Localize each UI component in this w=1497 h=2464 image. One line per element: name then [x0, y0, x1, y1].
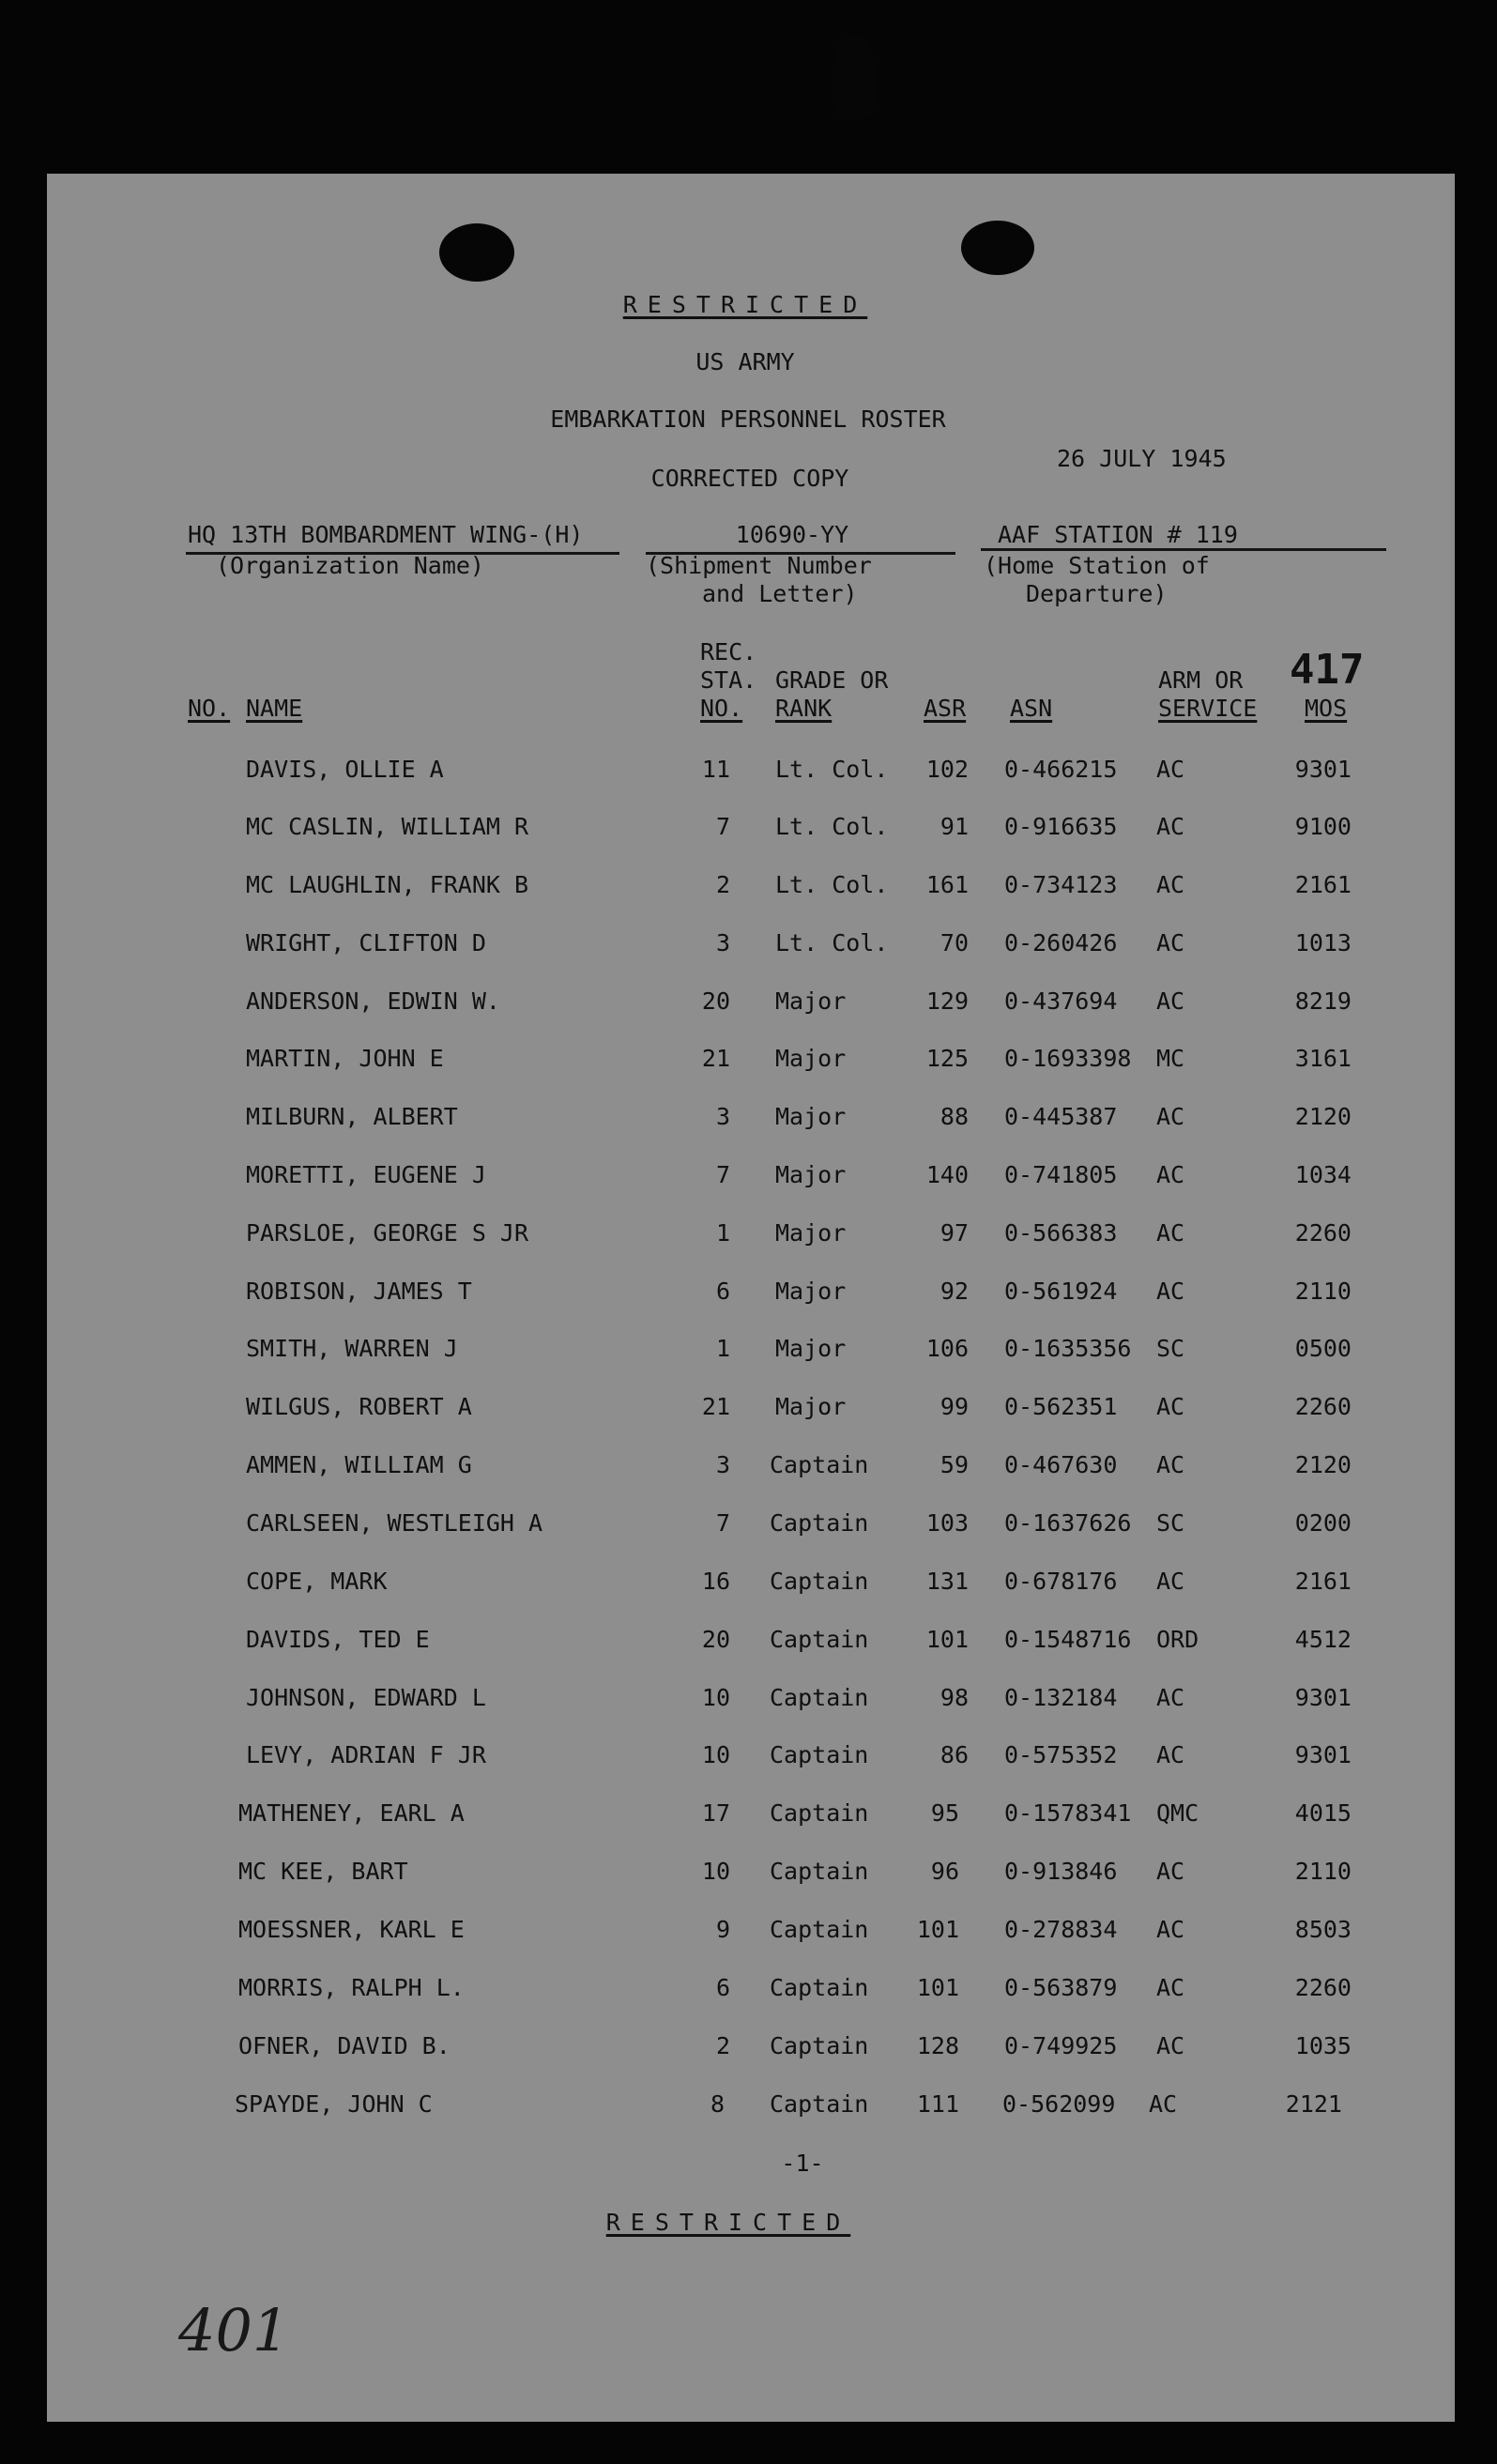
cell-grade: Captain — [770, 2090, 869, 2118]
table-row — [0, 1509, 1497, 1538]
table-row — [0, 1974, 1497, 2002]
table-row — [0, 2090, 1497, 2119]
cell-asn: 0-132184 — [1004, 1684, 1118, 1711]
col-mos: MOS — [1305, 695, 1348, 722]
table-row — [0, 1799, 1497, 1828]
cell-grade: Captain — [770, 1568, 869, 1595]
cell-mos: 2121 — [1285, 2090, 1342, 2118]
cell-mos: 9301 — [1294, 1741, 1352, 1768]
cell-asr: 101 — [916, 1974, 959, 2001]
cell-asr: 161 — [925, 871, 969, 898]
col-asr: ASR — [924, 695, 967, 722]
cell-sta: 2 — [715, 2032, 730, 2059]
cell-name: PARSLOE, GEORGE S JR — [246, 1219, 529, 1247]
table-row — [0, 1045, 1497, 1073]
cell-asr: 86 — [939, 1741, 969, 1768]
cell-asr: 106 — [925, 1335, 969, 1362]
cell-grade: Captain — [770, 1974, 869, 2001]
cell-arm: AC — [1156, 756, 1185, 783]
table-row — [0, 987, 1497, 1016]
cell-grade: Captain — [770, 1916, 869, 1943]
shipment-number: 10690-YY — [735, 521, 849, 548]
table-row — [0, 1103, 1497, 1131]
cell-grade: Major — [775, 1278, 847, 1305]
cell-arm: AC — [1156, 1219, 1185, 1247]
cell-grade: Major — [775, 1161, 847, 1188]
org-department: US ARMY — [695, 348, 795, 375]
cell-name: MILBURN, ALBERT — [246, 1103, 458, 1130]
cell-name: CARLSEEN, WESTLEIGH A — [246, 1509, 543, 1537]
cell-name: MC CASLIN, WILLIAM R — [246, 813, 529, 840]
cell-mos: 4015 — [1294, 1799, 1352, 1827]
table-row — [0, 1568, 1497, 1596]
cell-sta: 3 — [715, 929, 730, 957]
cell-grade: Captain — [770, 2032, 869, 2059]
cell-asn: 0-1635356 — [1004, 1335, 1132, 1362]
cell-asn: 0-1578341 — [1004, 1799, 1132, 1827]
cell-arm: AC — [1156, 1974, 1185, 2001]
cell-name: WRIGHT, CLIFTON D — [246, 929, 486, 957]
cell-sta: 20 — [701, 1626, 730, 1653]
cell-arm: AC — [1156, 813, 1185, 840]
cell-asr: 103 — [925, 1509, 969, 1537]
cell-sta: 1 — [715, 1335, 730, 1362]
col-arm-2: SERVICE — [1158, 695, 1258, 722]
table-row — [0, 2032, 1497, 2060]
cell-sta: 9 — [715, 1916, 730, 1943]
cell-asr: 92 — [939, 1278, 969, 1305]
table-row — [0, 871, 1497, 899]
cell-grade: Captain — [770, 1509, 869, 1537]
cell-asn: 0-445387 — [1004, 1103, 1118, 1130]
cell-grade: Captain — [770, 1684, 869, 1711]
punch-hole-left — [439, 223, 514, 282]
cell-name: JOHNSON, EDWARD L — [246, 1684, 486, 1711]
cell-asn: 0-916635 — [1004, 813, 1118, 840]
cell-asn: 0-678176 — [1004, 1568, 1118, 1595]
cell-name: ROBISON, JAMES T — [246, 1278, 472, 1305]
cell-mos: 2120 — [1294, 1451, 1352, 1478]
cell-mos: 2260 — [1294, 1974, 1352, 2001]
cell-arm: QMC — [1156, 1799, 1199, 1827]
cell-asn: 0-278834 — [1004, 1916, 1118, 1943]
cell-asr: 129 — [925, 987, 969, 1015]
table-row — [0, 929, 1497, 957]
cell-arm: AC — [1156, 2032, 1185, 2059]
cell-mos: 2161 — [1294, 1568, 1352, 1595]
col-asn: ASN — [1010, 695, 1053, 722]
cell-sta: 6 — [715, 1278, 730, 1305]
cell-asn: 0-260426 — [1004, 929, 1118, 957]
cell-sta: 7 — [715, 813, 730, 840]
cell-name: MATHENEY, EARL A — [238, 1799, 465, 1827]
punch-hole-right — [961, 221, 1034, 275]
cell-asr: 102 — [925, 756, 969, 783]
cell-arm: AC — [1156, 1684, 1185, 1711]
cell-asr: 96 — [930, 1858, 959, 1885]
cell-asr: 59 — [939, 1451, 969, 1478]
table-row — [0, 1741, 1497, 1769]
cell-arm: AC — [1156, 1451, 1185, 1478]
cell-grade: Lt. Col. — [775, 871, 889, 898]
cell-arm: AC — [1156, 1393, 1185, 1420]
cell-mos: 2110 — [1294, 1278, 1352, 1305]
cell-arm: AC — [1156, 987, 1185, 1015]
cell-arm: AC — [1156, 929, 1185, 957]
cell-arm: AC — [1156, 1278, 1185, 1305]
cell-asn: 0-467630 — [1004, 1451, 1118, 1478]
cell-name: MARTIN, JOHN E — [246, 1045, 444, 1072]
cell-name: COPE, MARK — [246, 1568, 388, 1595]
cell-name: LEVY, ADRIAN F JR — [246, 1741, 486, 1768]
cell-grade: Major — [775, 987, 847, 1015]
cell-mos: 9301 — [1294, 756, 1352, 783]
cell-asr: 88 — [939, 1103, 969, 1130]
cell-arm: SC — [1156, 1335, 1185, 1362]
cell-grade: Captain — [770, 1741, 869, 1768]
cell-grade: Captain — [770, 1451, 869, 1478]
cell-grade: Lt. Col. — [775, 756, 889, 783]
cell-arm: AC — [1156, 871, 1185, 898]
cell-asn: 0-734123 — [1004, 871, 1118, 898]
cell-asr: 99 — [939, 1393, 969, 1420]
cell-asr: 101 — [925, 1626, 969, 1653]
cell-arm: AC — [1156, 1161, 1185, 1188]
cell-asn: 0-741805 — [1004, 1161, 1118, 1188]
cell-grade: Major — [775, 1045, 847, 1072]
cell-sta: 7 — [715, 1509, 730, 1537]
table-row — [0, 1393, 1497, 1421]
table-row — [0, 1219, 1497, 1247]
cell-arm: SC — [1156, 1509, 1185, 1537]
cell-mos: 2110 — [1294, 1858, 1352, 1885]
cell-mos: 9301 — [1294, 1684, 1352, 1711]
cell-asn: 0-561924 — [1004, 1278, 1118, 1305]
cell-asn: 0-1693398 — [1004, 1045, 1132, 1072]
cell-asr: 125 — [925, 1045, 969, 1072]
cell-name: MC KEE, BART — [238, 1858, 408, 1885]
handwritten-number: 401 — [178, 2296, 290, 2365]
cell-mos: 2120 — [1294, 1103, 1352, 1130]
cell-name: ANDERSON, EDWIN W. — [246, 987, 500, 1015]
cell-grade: Major — [775, 1335, 847, 1362]
cell-mos: 8219 — [1294, 987, 1352, 1015]
cell-sta: 21 — [701, 1045, 730, 1072]
col-rec-2: STA. — [700, 666, 757, 694]
cell-asn: 0-562351 — [1004, 1393, 1118, 1420]
cell-asr: 101 — [916, 1916, 959, 1943]
cell-sta: 3 — [715, 1103, 730, 1130]
cell-sta: 3 — [715, 1451, 730, 1478]
cell-asn: 0-575352 — [1004, 1741, 1118, 1768]
cell-name: OFNER, DAVID B. — [238, 2032, 451, 2059]
col-name: NAME — [246, 695, 303, 722]
cell-name: MOESSNER, KARL E — [238, 1916, 465, 1943]
cell-sta: 8 — [710, 2090, 725, 2118]
cell-mos: 8503 — [1294, 1916, 1352, 1943]
cell-name: MORETTI, EUGENE J — [246, 1161, 486, 1188]
table-row — [0, 1451, 1497, 1479]
form-title: EMBARKATION PERSONNEL ROSTER — [550, 406, 946, 433]
cell-grade: Captain — [770, 1858, 869, 1885]
home-station: AAF STATION # 119 — [998, 521, 1238, 548]
cell-sta: 10 — [701, 1741, 730, 1768]
cell-mos: 2260 — [1294, 1219, 1352, 1247]
table-row — [0, 1626, 1497, 1654]
organization-caption: (Organization Name) — [216, 552, 484, 579]
cell-sta: 6 — [715, 1974, 730, 2001]
table-row — [0, 1161, 1497, 1189]
roster-date: 26 JULY 1945 — [1057, 445, 1227, 472]
cell-asr: 111 — [916, 2090, 959, 2118]
table-row — [0, 756, 1497, 784]
cell-mos: 1034 — [1294, 1161, 1352, 1188]
classification-header: RESTRICTED — [622, 291, 868, 318]
cell-asn: 0-566383 — [1004, 1219, 1118, 1247]
cell-grade: Lt. Col. — [775, 813, 889, 840]
cell-asn: 0-437694 — [1004, 987, 1118, 1015]
cell-asn: 0-466215 — [1004, 756, 1118, 783]
col-rec-1: REC. — [700, 638, 757, 666]
cell-grade: Major — [775, 1393, 847, 1420]
cell-name: SPAYDE, JOHN C — [235, 2090, 433, 2118]
clip-mark — [833, 36, 875, 118]
cell-mos: 1013 — [1294, 929, 1352, 957]
cell-sta: 21 — [701, 1393, 730, 1420]
cell-arm: AC — [1149, 2090, 1178, 2118]
cell-asr: 98 — [939, 1684, 969, 1711]
cell-asn: 0-913846 — [1004, 1858, 1118, 1885]
table-row — [0, 1278, 1497, 1306]
stamp-number: 417 — [1290, 646, 1365, 694]
cell-arm: MC — [1156, 1045, 1185, 1072]
cell-grade: Captain — [770, 1626, 869, 1653]
cell-mos: 4512 — [1294, 1626, 1352, 1653]
cell-name: WILGUS, ROBERT A — [246, 1393, 472, 1420]
table-row — [0, 813, 1497, 841]
cell-asr: 131 — [925, 1568, 969, 1595]
cell-asr: 97 — [939, 1219, 969, 1247]
cell-asn: 0-562099 — [1002, 2090, 1116, 2118]
cell-asr: 91 — [939, 813, 969, 840]
classification-footer: RESTRICTED — [605, 2209, 851, 2236]
cell-sta: 2 — [715, 871, 730, 898]
cell-grade: Lt. Col. — [775, 929, 889, 957]
page-number: -1- — [781, 2150, 824, 2177]
organization-name: HQ 13TH BOMBARDMENT WING-(H) — [188, 521, 584, 548]
cell-arm: AC — [1156, 1568, 1185, 1595]
cell-asr: 70 — [939, 929, 969, 957]
cell-grade: Major — [775, 1103, 847, 1130]
cell-asr: 128 — [916, 2032, 959, 2059]
cell-grade: Captain — [770, 1799, 869, 1827]
cell-name: SMITH, WARREN J — [246, 1335, 458, 1362]
cell-mos: 0200 — [1294, 1509, 1352, 1537]
col-grade-2: RANK — [775, 695, 833, 722]
cell-mos: 9100 — [1294, 813, 1352, 840]
cell-mos: 0500 — [1294, 1335, 1352, 1362]
table-row — [0, 1335, 1497, 1363]
table-row — [0, 1858, 1497, 1886]
cell-sta: 10 — [701, 1684, 730, 1711]
col-no: NO. — [188, 695, 231, 722]
home-station-caption-1: (Home Station of — [984, 552, 1210, 579]
cell-name: DAVIS, OLLIE A — [246, 756, 444, 783]
shipment-caption-1: (Shipment Number — [646, 552, 872, 579]
cell-sta: 16 — [701, 1568, 730, 1595]
table-row — [0, 1684, 1497, 1712]
cell-asn: 0-1548716 — [1004, 1626, 1132, 1653]
cell-arm: AC — [1156, 1103, 1185, 1130]
home-station-caption-2: Departure) — [1026, 580, 1168, 607]
cell-name: AMMEN, WILLIAM G — [246, 1451, 472, 1478]
col-rec-3: NO. — [700, 695, 743, 722]
cell-asn: 0-749925 — [1004, 2032, 1118, 2059]
cell-asr: 140 — [925, 1161, 969, 1188]
cell-mos: 3161 — [1294, 1045, 1352, 1072]
cell-sta: 10 — [701, 1858, 730, 1885]
table-row — [0, 1916, 1497, 1944]
cell-name: MORRIS, RALPH L. — [238, 1974, 465, 2001]
cell-sta: 7 — [715, 1161, 730, 1188]
cell-grade: Major — [775, 1219, 847, 1247]
cell-asn: 0-1637626 — [1004, 1509, 1132, 1537]
copy-type: CORRECTED COPY — [650, 465, 849, 492]
cell-asn: 0-563879 — [1004, 1974, 1118, 2001]
cell-sta: 20 — [701, 987, 730, 1015]
cell-sta: 11 — [701, 756, 730, 783]
col-grade-1: GRADE OR — [775, 666, 889, 694]
cell-name: DAVIDS, TED E — [246, 1626, 430, 1653]
cell-asr: 95 — [930, 1799, 959, 1827]
cell-mos: 1035 — [1294, 2032, 1352, 2059]
cell-arm: ORD — [1156, 1626, 1199, 1653]
home-station-rule — [981, 548, 1386, 551]
cell-mos: 2161 — [1294, 871, 1352, 898]
cell-arm: AC — [1156, 1858, 1185, 1885]
col-arm-1: ARM OR — [1158, 666, 1244, 694]
cell-arm: AC — [1156, 1741, 1185, 1768]
cell-sta: 17 — [701, 1799, 730, 1827]
cell-mos: 2260 — [1294, 1393, 1352, 1420]
cell-name: MC LAUGHLIN, FRANK B — [246, 871, 529, 898]
cell-sta: 1 — [715, 1219, 730, 1247]
shipment-caption-2: and Letter) — [702, 580, 858, 607]
cell-arm: AC — [1156, 1916, 1185, 1943]
